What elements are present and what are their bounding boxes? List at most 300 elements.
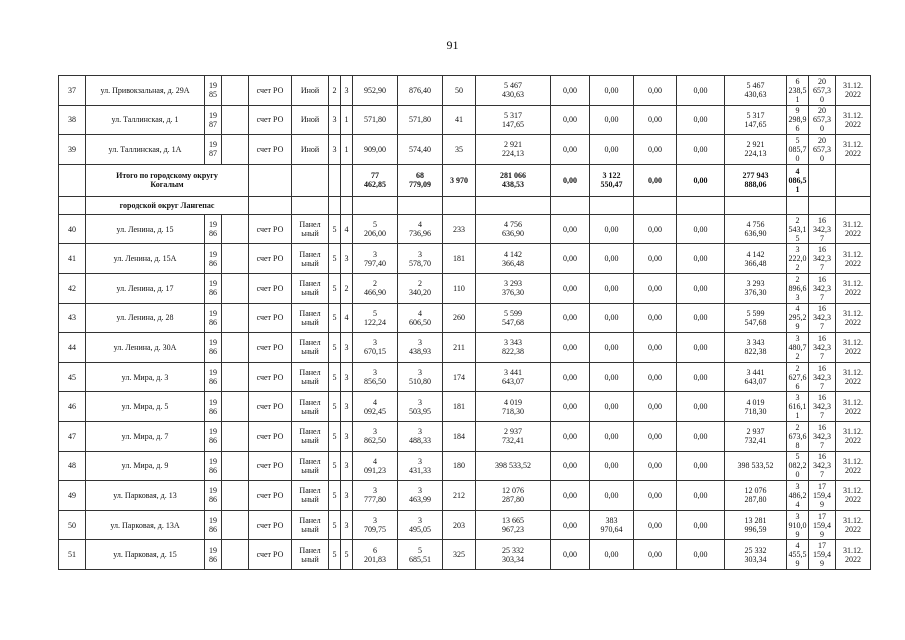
empty-cell bbox=[222, 540, 249, 570]
cost-owners-cell: 0,00 bbox=[677, 392, 725, 422]
total-z3: 0,00 bbox=[634, 164, 677, 196]
limit-cost-cell: 17 159,4 9 bbox=[809, 510, 836, 540]
cost-fund-cell: 25 332 303,34 bbox=[725, 540, 787, 570]
total-area-1: 77 462,85 bbox=[353, 164, 398, 196]
table-row bbox=[59, 244, 871, 274]
cost-federal-cell: 0,00 bbox=[551, 76, 590, 106]
fund-method-cell: счет РО bbox=[249, 481, 292, 511]
empty-cell bbox=[222, 303, 249, 333]
residents-cell: 35 bbox=[443, 135, 476, 165]
cost-federal-cell: 0,00 bbox=[551, 244, 590, 274]
floors-cell: 2 bbox=[329, 76, 341, 106]
limit-cost-cell: 16 342,3 7 bbox=[809, 214, 836, 244]
build-year-cell: 19 86 bbox=[205, 273, 222, 303]
floors-cell: 5 bbox=[329, 303, 341, 333]
fund-method-cell: счет РО bbox=[249, 303, 292, 333]
fund-method-cell: счет РО bbox=[249, 76, 292, 106]
residents-cell: 211 bbox=[443, 333, 476, 363]
unit-cost-cell: 3 222,0 2 bbox=[788, 245, 807, 273]
table-row bbox=[59, 105, 871, 135]
limit-cost-cell: 16 342,3 7 bbox=[809, 273, 836, 303]
empty-cell bbox=[222, 451, 249, 481]
fund-method-cell: счет РО bbox=[249, 105, 292, 135]
unit-cost-cell: 4 455,5 9 bbox=[788, 541, 807, 569]
entrances-cell: 4 bbox=[341, 214, 353, 244]
total-area-cell: 3 777,80 bbox=[353, 481, 398, 511]
entrances-cell: 3 bbox=[341, 333, 353, 363]
row-number-cell: 43 bbox=[59, 303, 86, 333]
cost-regional-cell: 0,00 bbox=[590, 105, 634, 135]
wall-material-cell: Иной bbox=[292, 76, 329, 106]
entrances-cell: 3 bbox=[341, 481, 353, 511]
row-number-cell: 49 bbox=[59, 481, 86, 511]
limit-cost-cell: 20 657,3 0 bbox=[809, 76, 836, 106]
total-area-2: 68 779,09 bbox=[398, 164, 443, 196]
address-cell: ул. Мира, д. 9 bbox=[86, 451, 205, 481]
total-block bbox=[59, 164, 871, 214]
table-row bbox=[59, 214, 871, 244]
total-area-cell: 2 466,90 bbox=[353, 273, 398, 303]
total-area-cell: 5 206,00 bbox=[353, 214, 398, 244]
total-area-cell: 952,90 bbox=[353, 76, 398, 106]
cost-owners-cell: 0,00 bbox=[677, 362, 725, 392]
cost-local-cell: 0,00 bbox=[634, 273, 677, 303]
total-cost-cell: 12 076 287,80 bbox=[476, 481, 551, 511]
address-cell: ул. Ленина, д. 17 bbox=[86, 273, 205, 303]
due-date-cell: 31.12. 2022 bbox=[836, 510, 871, 540]
floors-cell: 5 bbox=[329, 214, 341, 244]
fund-method-cell: счет РО bbox=[249, 362, 292, 392]
build-year-cell: 19 86 bbox=[205, 362, 222, 392]
build-year-cell: 19 86 bbox=[205, 214, 222, 244]
cost-fund-cell: 3 441 643,07 bbox=[725, 362, 787, 392]
cost-fund-cell: 12 076 287,80 bbox=[725, 481, 787, 511]
cost-owners-cell: 0,00 bbox=[677, 214, 725, 244]
unit-cost-cell: 2 627,6 6 bbox=[788, 363, 807, 391]
residents-cell: 181 bbox=[443, 244, 476, 274]
floors-cell: 5 bbox=[329, 451, 341, 481]
row-number-cell: 44 bbox=[59, 333, 86, 363]
cost-local-cell: 0,00 bbox=[634, 451, 677, 481]
total-area-cell: 909,00 bbox=[353, 135, 398, 165]
table-row bbox=[59, 421, 871, 451]
row-number-cell: 42 bbox=[59, 273, 86, 303]
due-date-cell: 31.12. 2022 bbox=[836, 303, 871, 333]
due-date-cell: 31.12. 2022 bbox=[836, 540, 871, 570]
total-area-cell: 3 709,75 bbox=[353, 510, 398, 540]
due-date-cell: 31.12. 2022 bbox=[836, 392, 871, 422]
build-year-cell: 19 86 bbox=[205, 392, 222, 422]
total-cost-cell: 4 019 718,30 bbox=[476, 392, 551, 422]
table-row bbox=[59, 540, 871, 570]
due-date-cell: 31.12. 2022 bbox=[836, 105, 871, 135]
empty-cell bbox=[222, 333, 249, 363]
cost-owners-cell: 0,00 bbox=[677, 135, 725, 165]
fund-method-cell: счет РО bbox=[249, 451, 292, 481]
cost-regional-cell: 0,00 bbox=[590, 451, 634, 481]
address-cell: ул. Ленина, д. 28 bbox=[86, 303, 205, 333]
limit-cost-cell: 16 342,3 7 bbox=[809, 392, 836, 422]
cost-regional-cell: 0,00 bbox=[590, 214, 634, 244]
fund-method-cell: счет РО bbox=[249, 510, 292, 540]
residents-cell: 174 bbox=[443, 362, 476, 392]
total-area-cell: 6 201,83 bbox=[353, 540, 398, 570]
cost-regional-cell: 0,00 bbox=[590, 76, 634, 106]
due-date-cell: 31.12. 2022 bbox=[836, 244, 871, 274]
unit-cost-cell: 2 896,6 3 bbox=[788, 274, 807, 302]
due-date-cell: 31.12. 2022 bbox=[836, 333, 871, 363]
entrances-cell: 2 bbox=[341, 273, 353, 303]
living-area-cell: 3 488,33 bbox=[398, 421, 443, 451]
cost-fund-cell: 3 343 822,38 bbox=[725, 333, 787, 363]
address-cell: ул. Привокзальная, д. 29А bbox=[86, 76, 205, 106]
cost-regional-cell: 0,00 bbox=[590, 244, 634, 274]
empty-cell bbox=[222, 421, 249, 451]
build-year-cell: 19 86 bbox=[205, 451, 222, 481]
wall-material-cell: Панел ьный bbox=[292, 214, 329, 244]
cost-fund-cell: 5 467 430,63 bbox=[725, 76, 787, 106]
cost-regional-cell: 0,00 bbox=[590, 333, 634, 363]
cost-local-cell: 0,00 bbox=[634, 481, 677, 511]
cost-local-cell: 0,00 bbox=[634, 392, 677, 422]
entrances-cell: 1 bbox=[341, 135, 353, 165]
section-title: городской округ Лангепас bbox=[86, 196, 249, 214]
limit-cost-cell: 16 342,3 7 bbox=[809, 362, 836, 392]
row-number-cell: 45 bbox=[59, 362, 86, 392]
cost-owners-cell: 0,00 bbox=[677, 105, 725, 135]
cost-local-cell: 0,00 bbox=[634, 105, 677, 135]
fund-method-cell: счет РО bbox=[249, 333, 292, 363]
address-cell: ул. Мира, д. 5 bbox=[86, 392, 205, 422]
section-row bbox=[59, 196, 871, 214]
row-number-cell: 51 bbox=[59, 540, 86, 570]
floors-cell: 5 bbox=[329, 362, 341, 392]
row-number-cell: 38 bbox=[59, 105, 86, 135]
floors-cell: 5 bbox=[329, 273, 341, 303]
total-area-cell: 4 092,45 bbox=[353, 392, 398, 422]
residents-cell: 325 bbox=[443, 540, 476, 570]
empty-cell bbox=[222, 510, 249, 540]
entrances-cell: 3 bbox=[341, 451, 353, 481]
cost-federal-cell: 0,00 bbox=[551, 451, 590, 481]
build-year-cell: 19 86 bbox=[205, 303, 222, 333]
build-year-cell: 19 86 bbox=[205, 510, 222, 540]
cost-local-cell: 0,00 bbox=[634, 135, 677, 165]
limit-cost-cell: 17 159,4 9 bbox=[809, 481, 836, 511]
due-date-cell: 31.12. 2022 bbox=[836, 135, 871, 165]
cost-owners-cell: 0,00 bbox=[677, 244, 725, 274]
total-cost-cell: 3 293 376,30 bbox=[476, 273, 551, 303]
limit-cost-cell: 16 342,3 7 bbox=[809, 451, 836, 481]
cost-regional-cell: 0,00 bbox=[590, 135, 634, 165]
cost-fund-cell: 4 019 718,30 bbox=[725, 392, 787, 422]
address-cell: ул. Мира, д. 3 bbox=[86, 362, 205, 392]
total-cost-cell: 4 756 636,90 bbox=[476, 214, 551, 244]
floors-cell: 5 bbox=[329, 481, 341, 511]
cost-fund-cell: 3 293 376,30 bbox=[725, 273, 787, 303]
floors-cell: 5 bbox=[329, 244, 341, 274]
rows-bottom bbox=[59, 214, 871, 569]
unit-cost-cell: 4 295,2 9 bbox=[788, 304, 807, 332]
address-cell: ул. Таллинская, д. 1 bbox=[86, 105, 205, 135]
cost-local-cell: 0,00 bbox=[634, 540, 677, 570]
total-cost: 281 066 438,53 bbox=[476, 164, 551, 196]
address-cell: ул. Ленина, д. 30А bbox=[86, 333, 205, 363]
total-z2: 3 122 550,47 bbox=[590, 164, 634, 196]
fund-method-cell: счет РО bbox=[249, 244, 292, 274]
address-cell: ул. Парковая, д. 13А bbox=[86, 510, 205, 540]
wall-material-cell: Панел ьный bbox=[292, 392, 329, 422]
build-year-cell: 19 86 bbox=[205, 244, 222, 274]
cost-regional-cell: 383 970,64 bbox=[590, 510, 634, 540]
living-area-cell: 3 431,33 bbox=[398, 451, 443, 481]
row-number-cell: 48 bbox=[59, 451, 86, 481]
unit-cost-cell: 3 486,2 4 bbox=[788, 481, 807, 509]
cost-regional-cell: 0,00 bbox=[590, 540, 634, 570]
due-date-cell: 31.12. 2022 bbox=[836, 362, 871, 392]
build-year-cell: 19 86 bbox=[205, 540, 222, 570]
due-date-cell: 31.12. 2022 bbox=[836, 273, 871, 303]
cost-owners-cell: 0,00 bbox=[677, 510, 725, 540]
cost-fund-cell: 398 533,52 bbox=[725, 451, 787, 481]
cost-regional-cell: 0,00 bbox=[590, 303, 634, 333]
cost-federal-cell: 0,00 bbox=[551, 303, 590, 333]
residents-cell: 184 bbox=[443, 421, 476, 451]
cost-federal-cell: 0,00 bbox=[551, 392, 590, 422]
unit-cost-cell: 5 085,7 0 bbox=[788, 135, 807, 163]
cost-owners-cell: 0,00 bbox=[677, 303, 725, 333]
unit-cost-cell: 9 298,9 6 bbox=[788, 106, 807, 134]
total-cost-cell: 5 599 547,68 bbox=[476, 303, 551, 333]
page-number: 91 bbox=[446, 38, 459, 52]
cost-owners-cell: 0,00 bbox=[677, 421, 725, 451]
due-date-cell: 31.12. 2022 bbox=[836, 76, 871, 106]
cost-owners-cell: 0,00 bbox=[677, 451, 725, 481]
cost-fund-cell: 5 599 547,68 bbox=[725, 303, 787, 333]
total-area-cell: 3 797,40 bbox=[353, 244, 398, 274]
total-row bbox=[59, 164, 871, 196]
total-cost-cell: 398 533,52 bbox=[476, 451, 551, 481]
residents-cell: 212 bbox=[443, 481, 476, 511]
cost-federal-cell: 0,00 bbox=[551, 421, 590, 451]
address-cell: ул. Ленина, д. 15А bbox=[86, 244, 205, 274]
rows-top bbox=[59, 76, 871, 165]
unit-cost-cell: 3 480,7 2 bbox=[788, 333, 807, 361]
entrances-cell: 3 bbox=[341, 510, 353, 540]
limit-cost-cell: 16 342,3 7 bbox=[809, 244, 836, 274]
cost-regional-cell: 0,00 bbox=[590, 392, 634, 422]
wall-material-cell: Панел ьный bbox=[292, 244, 329, 274]
limit-cost-cell: 16 342,3 7 bbox=[809, 333, 836, 363]
total-cost-cell: 3 441 643,07 bbox=[476, 362, 551, 392]
cost-local-cell: 0,00 bbox=[634, 421, 677, 451]
total-cost-cell: 3 343 822,38 bbox=[476, 333, 551, 363]
build-year-cell: 19 86 bbox=[205, 481, 222, 511]
row-number-cell: 41 bbox=[59, 244, 86, 274]
due-date-cell: 31.12. 2022 bbox=[836, 214, 871, 244]
table-row bbox=[59, 510, 871, 540]
address-cell: ул. Парковая, д. 15 bbox=[86, 540, 205, 570]
residents-cell: 41 bbox=[443, 105, 476, 135]
residents-cell: 180 bbox=[443, 451, 476, 481]
cost-federal-cell: 0,00 bbox=[551, 510, 590, 540]
living-area-cell: 574,40 bbox=[398, 135, 443, 165]
living-area-cell: 3 503,95 bbox=[398, 392, 443, 422]
total-cost-cell: 2 937 732,41 bbox=[476, 421, 551, 451]
due-date-cell: 31.12. 2022 bbox=[836, 451, 871, 481]
limit-cost-cell: 20 657,3 0 bbox=[809, 105, 836, 135]
table-row bbox=[59, 362, 871, 392]
unit-cost-cell: 3 616,1 1 bbox=[788, 393, 807, 421]
residents-cell: 203 bbox=[443, 510, 476, 540]
build-year-cell: 19 86 bbox=[205, 421, 222, 451]
cost-owners-cell: 0,00 bbox=[677, 76, 725, 106]
total-cost-2: 277 943 888,06 bbox=[725, 164, 787, 196]
wall-material-cell: Панел ьный bbox=[292, 540, 329, 570]
fund-method-cell: счет РО bbox=[249, 273, 292, 303]
entrances-cell: 3 bbox=[341, 392, 353, 422]
fund-method-cell: счет РО bbox=[249, 540, 292, 570]
due-date-cell: 31.12. 2022 bbox=[836, 481, 871, 511]
floors-cell: 3 bbox=[329, 105, 341, 135]
fund-method-cell: счет РО bbox=[249, 421, 292, 451]
cost-owners-cell: 0,00 bbox=[677, 540, 725, 570]
total-cost-cell: 13 665 967,23 bbox=[476, 510, 551, 540]
wall-material-cell: Панел ьный bbox=[292, 510, 329, 540]
entrances-cell: 3 bbox=[341, 421, 353, 451]
total-cost-cell: 5 467 430,63 bbox=[476, 76, 551, 106]
entrances-cell: 1 bbox=[341, 105, 353, 135]
cost-regional-cell: 0,00 bbox=[590, 362, 634, 392]
unit-cost-cell: 3 910,0 9 bbox=[788, 511, 807, 539]
floors-cell: 5 bbox=[329, 392, 341, 422]
floors-cell: 5 bbox=[329, 333, 341, 363]
address-cell: ул. Парковая, д. 13 bbox=[86, 481, 205, 511]
cost-fund-cell: 4 142 366,48 bbox=[725, 244, 787, 274]
table-row bbox=[59, 481, 871, 511]
table-row bbox=[59, 333, 871, 363]
entrances-cell: 3 bbox=[341, 76, 353, 106]
residents-cell: 50 bbox=[443, 76, 476, 106]
floors-cell: 5 bbox=[329, 421, 341, 451]
living-area-cell: 876,40 bbox=[398, 76, 443, 106]
living-area-cell: 5 685,51 bbox=[398, 540, 443, 570]
housing-register-table bbox=[58, 75, 871, 570]
cost-federal-cell: 0,00 bbox=[551, 135, 590, 165]
row-number-cell: 39 bbox=[59, 135, 86, 165]
cost-regional-cell: 0,00 bbox=[590, 421, 634, 451]
total-z4: 0,00 bbox=[677, 164, 725, 196]
cost-federal-cell: 0,00 bbox=[551, 362, 590, 392]
row-number-cell: 40 bbox=[59, 214, 86, 244]
cost-federal-cell: 0,00 bbox=[551, 481, 590, 511]
row-number-cell: 47 bbox=[59, 421, 86, 451]
residents-cell: 233 bbox=[443, 214, 476, 244]
unit-cost-cell: 5 082,2 0 bbox=[788, 452, 807, 480]
address-cell: ул. Мира, д. 7 bbox=[86, 421, 205, 451]
fund-method-cell: счет РО bbox=[249, 135, 292, 165]
living-area-cell: 3 578,70 bbox=[398, 244, 443, 274]
unit-cost-cell: 6 238,5 1 bbox=[788, 76, 807, 104]
table-row bbox=[59, 303, 871, 333]
wall-material-cell: Панел ьный bbox=[292, 333, 329, 363]
total-area-cell: 5 122,24 bbox=[353, 303, 398, 333]
cost-federal-cell: 0,00 bbox=[551, 273, 590, 303]
empty-cell bbox=[222, 273, 249, 303]
living-area-cell: 4 606,50 bbox=[398, 303, 443, 333]
unit-cost-cell: 2 543,1 5 bbox=[788, 215, 807, 243]
limit-cost-cell: 16 342,3 7 bbox=[809, 421, 836, 451]
total-label: Итого по городскому округу Когалым bbox=[86, 164, 249, 196]
living-area-cell: 2 340,20 bbox=[398, 273, 443, 303]
living-area-cell: 4 736,96 bbox=[398, 214, 443, 244]
total-area-cell: 4 091,23 bbox=[353, 451, 398, 481]
address-cell: ул. Ленина, д. 15 bbox=[86, 214, 205, 244]
total-cost-cell: 4 142 366,48 bbox=[476, 244, 551, 274]
cost-local-cell: 0,00 bbox=[634, 244, 677, 274]
cost-fund-cell: 13 281 996,59 bbox=[725, 510, 787, 540]
residents-cell: 260 bbox=[443, 303, 476, 333]
wall-material-cell: Иной bbox=[292, 105, 329, 135]
build-year-cell: 19 87 bbox=[205, 135, 222, 165]
cost-owners-cell: 0,00 bbox=[677, 273, 725, 303]
cost-federal-cell: 0,00 bbox=[551, 214, 590, 244]
limit-cost-cell: 16 342,3 7 bbox=[809, 303, 836, 333]
total-area-cell: 3 670,15 bbox=[353, 333, 398, 363]
unit-cost-cell: 2 673,6 8 bbox=[788, 422, 807, 450]
living-area-cell: 3 463,99 bbox=[398, 481, 443, 511]
cost-federal-cell: 0,00 bbox=[551, 540, 590, 570]
build-year-cell: 19 86 bbox=[205, 333, 222, 363]
address-cell: ул. Таллинская, д. 1А bbox=[86, 135, 205, 165]
living-area-cell: 3 438,93 bbox=[398, 333, 443, 363]
total-cost-cell: 5 317 147,65 bbox=[476, 105, 551, 135]
wall-material-cell: Панел ьный bbox=[292, 303, 329, 333]
cost-fund-cell: 5 317 147,65 bbox=[725, 105, 787, 135]
entrances-cell: 4 bbox=[341, 303, 353, 333]
total-people: 3 970 bbox=[443, 164, 476, 196]
floors-cell: 3 bbox=[329, 135, 341, 165]
cost-fund-cell: 2 937 732,41 bbox=[725, 421, 787, 451]
fund-method-cell: счет РО bbox=[249, 392, 292, 422]
wall-material-cell: Панел ьный bbox=[292, 481, 329, 511]
wall-material-cell: Панел ьный bbox=[292, 362, 329, 392]
cost-fund-cell: 4 756 636,90 bbox=[725, 214, 787, 244]
empty-cell bbox=[222, 135, 249, 165]
table-row bbox=[59, 451, 871, 481]
wall-material-cell: Панел ьный bbox=[292, 421, 329, 451]
table-row bbox=[59, 273, 871, 303]
cost-fund-cell: 2 921 224,13 bbox=[725, 135, 787, 165]
cost-federal-cell: 0,00 bbox=[551, 105, 590, 135]
living-area-cell: 571,80 bbox=[398, 105, 443, 135]
cost-local-cell: 0,00 bbox=[634, 362, 677, 392]
entrances-cell: 3 bbox=[341, 362, 353, 392]
floors-cell: 5 bbox=[329, 540, 341, 570]
empty-cell bbox=[222, 362, 249, 392]
entrances-cell: 5 bbox=[341, 540, 353, 570]
fund-method-cell: счет РО bbox=[249, 214, 292, 244]
empty-cell bbox=[222, 244, 249, 274]
table-row bbox=[59, 76, 871, 106]
cost-regional-cell: 0,00 bbox=[590, 273, 634, 303]
limit-cost-cell: 20 657,3 0 bbox=[809, 135, 836, 165]
empty-cell bbox=[222, 392, 249, 422]
residents-cell: 110 bbox=[443, 273, 476, 303]
cost-local-cell: 0,00 bbox=[634, 76, 677, 106]
wall-material-cell: Панел ьный bbox=[292, 451, 329, 481]
total-area-cell: 571,80 bbox=[353, 105, 398, 135]
